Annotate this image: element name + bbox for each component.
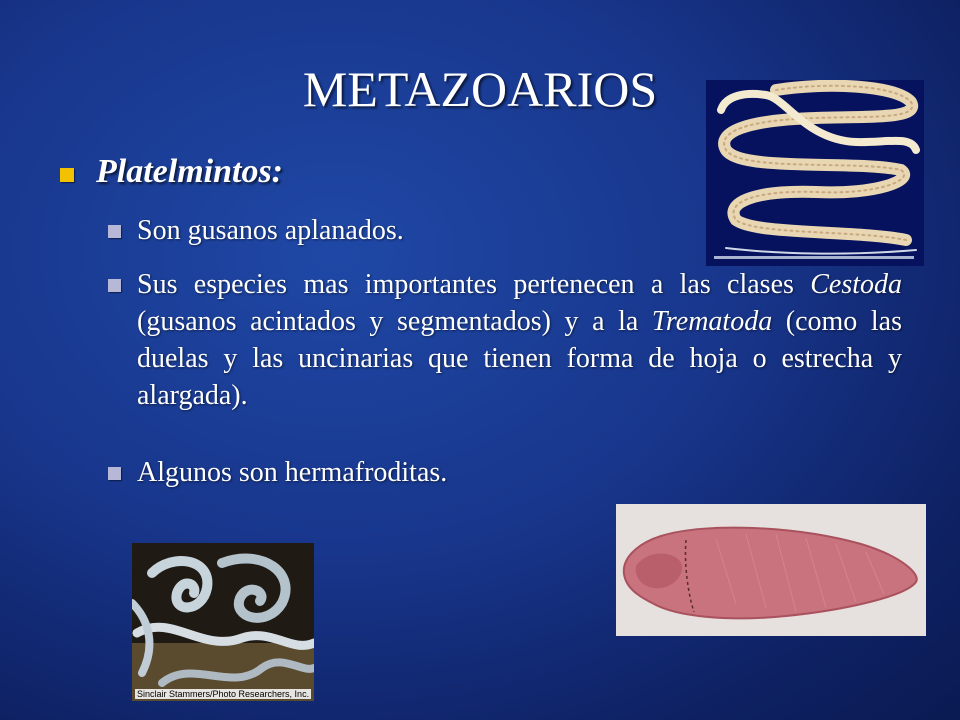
bullet-text: Son gusanos aplanados.: [137, 215, 404, 246]
photo-credit: Sinclair Stammers/Photo Researchers, Inc.: [137, 689, 310, 699]
fluke-illustration: [616, 504, 926, 636]
slide-title: METAZOARIOS: [302, 61, 658, 117]
bullet-gusanos-aplanados: [104, 212, 904, 249]
square-bullet-icon: [60, 168, 74, 182]
roundworms-illustration: [132, 543, 314, 701]
bullet-hermafroditas: [104, 454, 904, 491]
bullet-text: Algunos son hermafroditas.: [137, 457, 448, 488]
bullet-text-part: (gusanos acintados y segmentados) y a la: [137, 306, 652, 337]
square-bullet-icon: [108, 467, 121, 480]
bullet-text-part: (como las duelas y las uncinarias que tienen forma de hoja o estrecha y alargada).: [137, 306, 902, 411]
bullet-heading-text: Platelmintos:: [96, 153, 283, 190]
bullet-text-part: Sus especies mas importantes pertenecen a las clases: [137, 269, 811, 300]
roundworms-photo: [132, 543, 314, 701]
bullet-text-italic: Trematoda: [651, 306, 773, 337]
bullet-especies: [104, 266, 902, 414]
fluke-photo: [616, 504, 926, 636]
square-bullet-icon: [108, 225, 121, 238]
square-bullet-icon: [108, 279, 121, 292]
bullet-text-italic: Cestoda: [810, 269, 902, 300]
bullet-text: [137, 266, 902, 414]
